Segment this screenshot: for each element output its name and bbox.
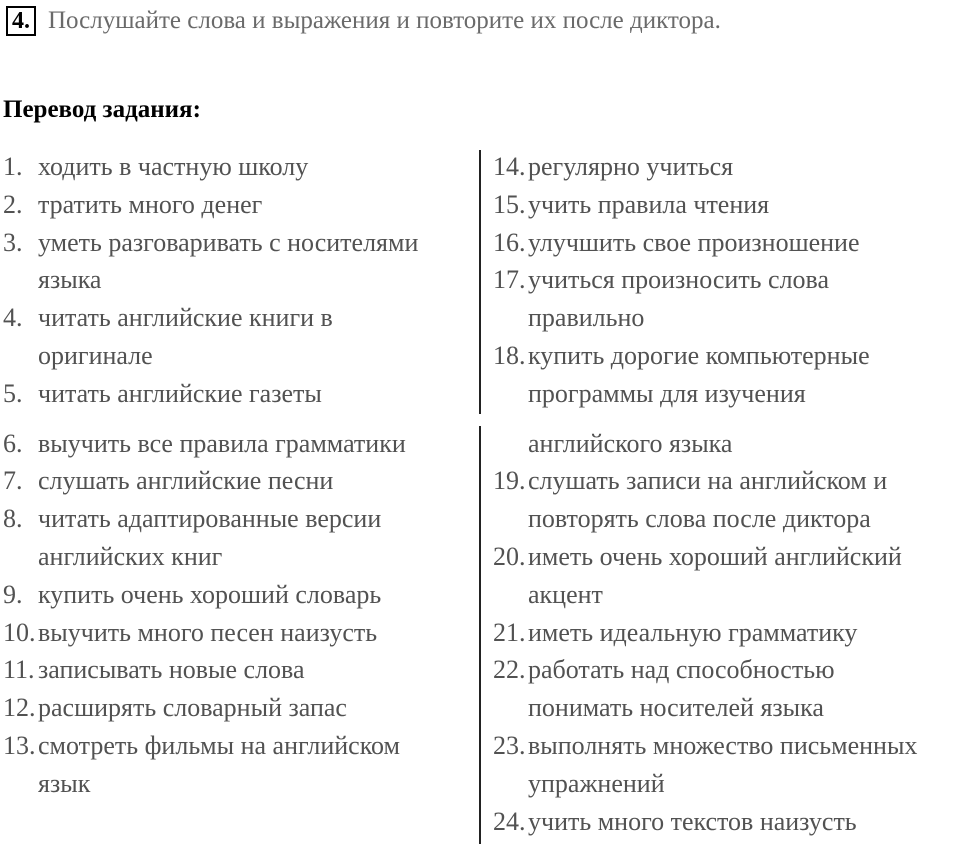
- list-item: [3, 186, 473, 224]
- list-item: [493, 614, 958, 652]
- item-text: упражнений: [528, 768, 665, 798]
- item-number: [3, 538, 38, 576]
- item-number: 19.: [493, 466, 526, 496]
- item-number: 3.: [3, 227, 23, 257]
- item-text: правильно: [528, 303, 645, 333]
- item-number: 15.: [493, 189, 526, 219]
- list-item: [3, 224, 473, 262]
- list-item: [493, 148, 958, 186]
- list-item: [3, 375, 473, 413]
- list-item: [493, 462, 958, 500]
- list-item: [493, 765, 958, 803]
- item-number: 8.: [3, 504, 23, 534]
- list-item: [493, 727, 958, 765]
- item-number: [493, 425, 528, 463]
- item-number: [493, 375, 528, 413]
- item-number: 20.: [493, 541, 526, 571]
- item-text: повторять слова после диктора: [528, 504, 871, 534]
- item-text: учить правила чтения: [528, 189, 770, 219]
- item-text: оригинале: [38, 340, 153, 370]
- list-item: [3, 538, 473, 576]
- item-text: купить дорогие компьютерные: [528, 340, 870, 370]
- item-number: 2.: [3, 189, 23, 219]
- list-item: [493, 651, 958, 689]
- list-item: [493, 689, 958, 727]
- item-number: 5.: [3, 378, 23, 408]
- item-text: учиться произносить слова: [528, 265, 830, 295]
- list-item: [3, 148, 473, 186]
- item-number: 6.: [3, 428, 23, 458]
- item-text: смотреть фильмы на английском: [38, 730, 400, 760]
- item-number: 9.: [3, 579, 23, 609]
- item-text: английского языка: [528, 428, 733, 458]
- list-item: [3, 500, 473, 538]
- item-number: 12.: [3, 693, 36, 723]
- item-text: читать адаптированные версии: [38, 504, 382, 534]
- item-number: [3, 765, 38, 803]
- task-instruction: Послушайте слова и выражения и повторите их после диктора.: [48, 7, 721, 34]
- list-item: [3, 576, 473, 614]
- list-item: [3, 337, 473, 375]
- item-number: 18.: [493, 340, 526, 370]
- item-text: акцент: [528, 579, 603, 609]
- item-number: 17.: [493, 265, 526, 295]
- list-item: [3, 462, 473, 500]
- item-text: слушать английские песни: [38, 466, 334, 496]
- item-text: учить много текстов наизусть: [528, 806, 857, 836]
- list-item: [3, 727, 473, 765]
- item-text: читать английские книги в: [38, 303, 333, 333]
- list-item: [493, 538, 958, 576]
- item-text: выучить много песен наизусть: [38, 617, 378, 647]
- list-item: [3, 765, 473, 803]
- right-column: [493, 148, 958, 840]
- task-number: 4.: [6, 6, 36, 36]
- item-number: 21.: [493, 617, 526, 647]
- item-text: читать английские газеты: [38, 378, 322, 408]
- item-number: [493, 299, 528, 337]
- list-item: [493, 500, 958, 538]
- item-text: понимать носителей языка: [528, 693, 824, 723]
- item-number: 11.: [3, 655, 35, 685]
- item-number: 23.: [493, 730, 526, 760]
- list-item: [3, 299, 473, 337]
- item-number: [493, 765, 528, 803]
- list-item: [3, 689, 473, 727]
- list-item: [493, 803, 958, 841]
- item-text: купить очень хороший словарь: [38, 579, 382, 609]
- item-number: [493, 689, 528, 727]
- item-number: 16.: [493, 227, 526, 257]
- item-number: 24.: [493, 806, 526, 836]
- list-item: [3, 425, 473, 463]
- item-text: работать над способностью: [528, 655, 835, 685]
- item-number: 4.: [3, 303, 23, 333]
- item-text: выполнять множество письменных: [528, 730, 918, 760]
- list-item: [493, 186, 958, 224]
- list-item: [493, 576, 958, 614]
- list-item: [3, 651, 473, 689]
- list-item: [493, 224, 958, 262]
- list-item: [493, 299, 958, 337]
- item-number: [3, 337, 38, 375]
- task-header: [6, 4, 721, 38]
- item-text: расширять словарный запас: [38, 693, 347, 723]
- item-text: языка: [38, 265, 102, 295]
- column-divider-bottom: [479, 426, 481, 844]
- item-number: 22.: [493, 655, 526, 685]
- item-number: 14.: [493, 152, 526, 181]
- item-text: тратить много денег: [38, 189, 263, 219]
- item-number: 13.: [3, 730, 36, 760]
- item-number: 1.: [3, 152, 23, 181]
- list-item: [3, 261, 473, 299]
- translation-title: Перевод задания:: [3, 96, 201, 123]
- item-text: регулярно учиться: [528, 152, 734, 181]
- item-text: иметь идеальную грамматику: [528, 617, 858, 647]
- item-text: английских книг: [38, 541, 223, 571]
- list-item: [493, 337, 958, 375]
- item-number: 10.: [3, 617, 36, 647]
- item-text: уметь разговаривать с носителями: [38, 227, 419, 257]
- item-text: выучить все правила грамматики: [38, 428, 406, 458]
- item-text: записывать новые слова: [38, 655, 305, 685]
- item-number: [3, 261, 38, 299]
- list-item: [3, 614, 473, 652]
- item-text: ходить в частную школу: [38, 152, 309, 181]
- list-item: [493, 375, 958, 413]
- item-text: улучшить свое произношение: [528, 227, 860, 257]
- item-number: [493, 576, 528, 614]
- column-divider-top: [479, 150, 481, 414]
- item-number: 7.: [3, 466, 23, 496]
- item-text: слушать записи на английском и: [528, 466, 888, 496]
- list-item: [493, 261, 958, 299]
- left-column: [3, 148, 473, 803]
- item-text: программы для изучения: [528, 378, 806, 408]
- item-text: иметь очень хороший английский: [528, 541, 902, 571]
- list-item: [493, 425, 958, 463]
- item-number: [493, 500, 528, 538]
- item-text: язык: [38, 768, 91, 798]
